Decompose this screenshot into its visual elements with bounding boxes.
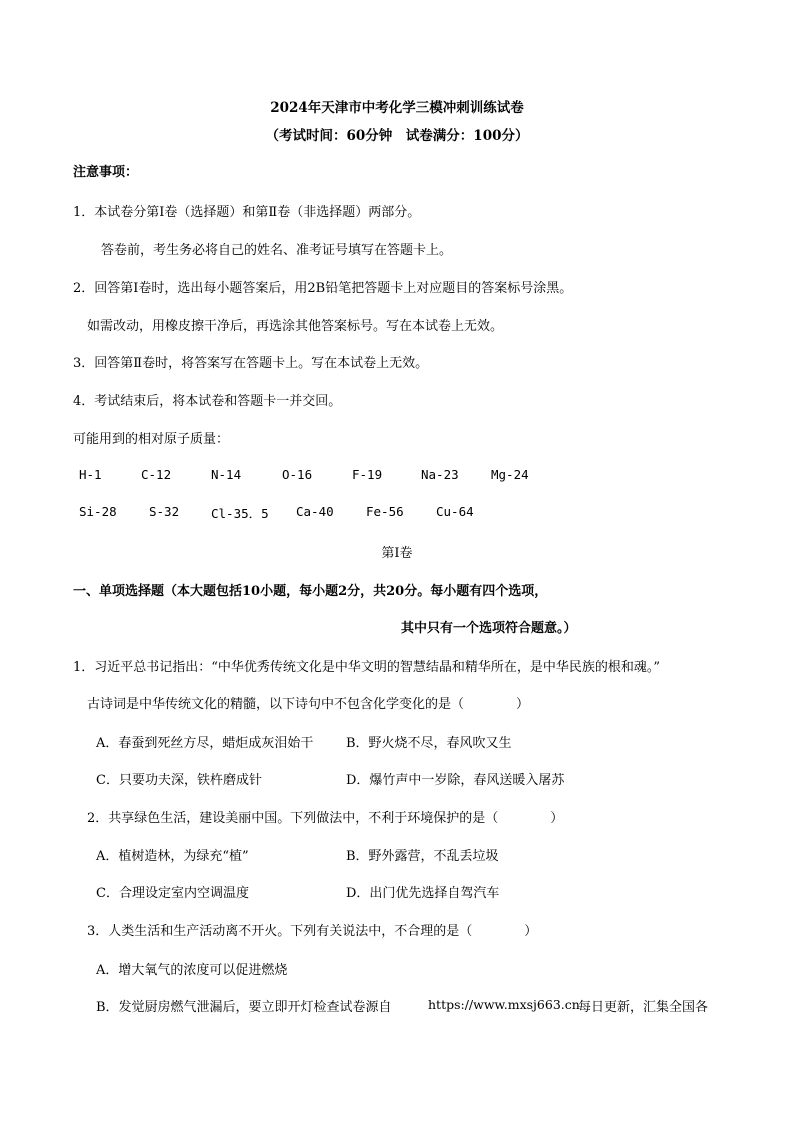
atomic-mass-entry: N-14 (211, 467, 242, 482)
note-item-3: 3．回答第Ⅱ卷时，将答案写在答题卡上。写在本试卷上无效。 (73, 356, 429, 371)
atomic-mass-entry: F-19 (352, 467, 383, 482)
atomic-mass-entry: Ca-40 (296, 504, 334, 519)
question-1-option-b: B．野火烧不尽，春风吹又生 (346, 736, 512, 751)
atomic-mass-entry: Mg-24 (491, 467, 529, 482)
question-2-option-c: C．合理设定室内空调温度 (96, 886, 249, 901)
atomic-mass-heading: 可能用到的相对原子质量： (73, 432, 230, 447)
section-heading: 一、单项选择题（本大题包括10小题，每小题2分，共20分。每小题有四个选项， (73, 584, 548, 599)
question-2-stem: 2．共享绿色生活，建设美丽中国。下列做法中，不利于环境保护的是（ ） (87, 811, 564, 826)
atomic-mass-entry: O-16 (282, 467, 313, 482)
atomic-mass-entry: C-12 (141, 467, 172, 482)
atomic-mass-entry: Cl-35．5 (211, 506, 269, 521)
question-2-option-a: A．植树造林，为绿充“植” (96, 849, 249, 864)
question-3-option-b: B．发觉厨房燃气泄漏后，要立即开灯检查试卷源自 (96, 1000, 392, 1015)
note-item-1: 1．本试卷分第Ⅰ卷（选择题）和第Ⅱ卷（非选择题）两部分。 (73, 205, 421, 220)
volume-heading: 第Ⅰ卷 (381, 546, 413, 561)
note-item-2: 2．回答第Ⅰ卷时，选出每小题答案后，用2B铅笔把答题卡上对应题目的答案标号涂黑。 (73, 281, 573, 296)
section-heading-continued: 其中只有一个选项符合题意。） (401, 621, 577, 636)
page-title: 2024年天津市中考化学三模冲刺训练试卷 (270, 100, 524, 116)
note-item-1-continued: 答卷前，考生务必将自己的姓名、准考证号填写在答题卡上。 (101, 243, 453, 258)
atomic-mass-entry: Fe-56 (366, 504, 404, 519)
question-2-option-d: D．出门优先选择自驾汽车 (346, 886, 500, 901)
atomic-mass-entry: H-1 (79, 467, 102, 482)
question-3-option-a: A．增大氧气的浓度可以促进燃烧 (96, 963, 288, 978)
question-1-stem: 1．习近平总书记指出：“中华优秀传统文化是中华文明的智慧结晶和精华所在，是中华民族的根和魂。” (73, 660, 661, 675)
question-1-option-a: A．春蚕到死丝方尽，蜡炬成灰泪始干 (96, 736, 314, 751)
watermark-text: 每日更新，汇集全国各 (578, 1000, 709, 1015)
note-item-2-continued: 如需改动，用橡皮擦干净后，再选涂其他答案标号。写在本试卷上无效。 (87, 319, 504, 334)
notes-heading: 注意事项： (73, 165, 139, 180)
atomic-mass-entry: Na-23 (421, 467, 459, 482)
atomic-mass-entry: Cu-64 (436, 504, 474, 519)
question-2-option-b: B．野外露营，不乱丢垃圾 (346, 849, 499, 864)
note-item-4: 4．考试结束后，将本试卷和答题卡一并交回。 (73, 394, 342, 409)
exam-info-subtitle: （考试时间：60分钟 试卷满分：100分） (265, 128, 529, 144)
question-1-stem-continued: 古诗词是中华传统文化的精髓，以下诗句中不包含化学变化的是（ ） (87, 697, 530, 712)
watermark-link[interactable]: https://www.mxsj663.cn (428, 997, 580, 1012)
atomic-mass-entry: S-32 (149, 504, 180, 519)
question-3-stem: 3．人类生活和生产活动离不开火。下列有关说法中，不合理的是（ ） (87, 924, 538, 939)
question-1-option-c: C．只要功夫深，铁杵磨成针 (96, 773, 262, 788)
question-1-option-d: D．爆竹声中一岁除，春风送暖入屠苏 (346, 773, 565, 788)
atomic-mass-entry: Si-28 (79, 504, 117, 519)
